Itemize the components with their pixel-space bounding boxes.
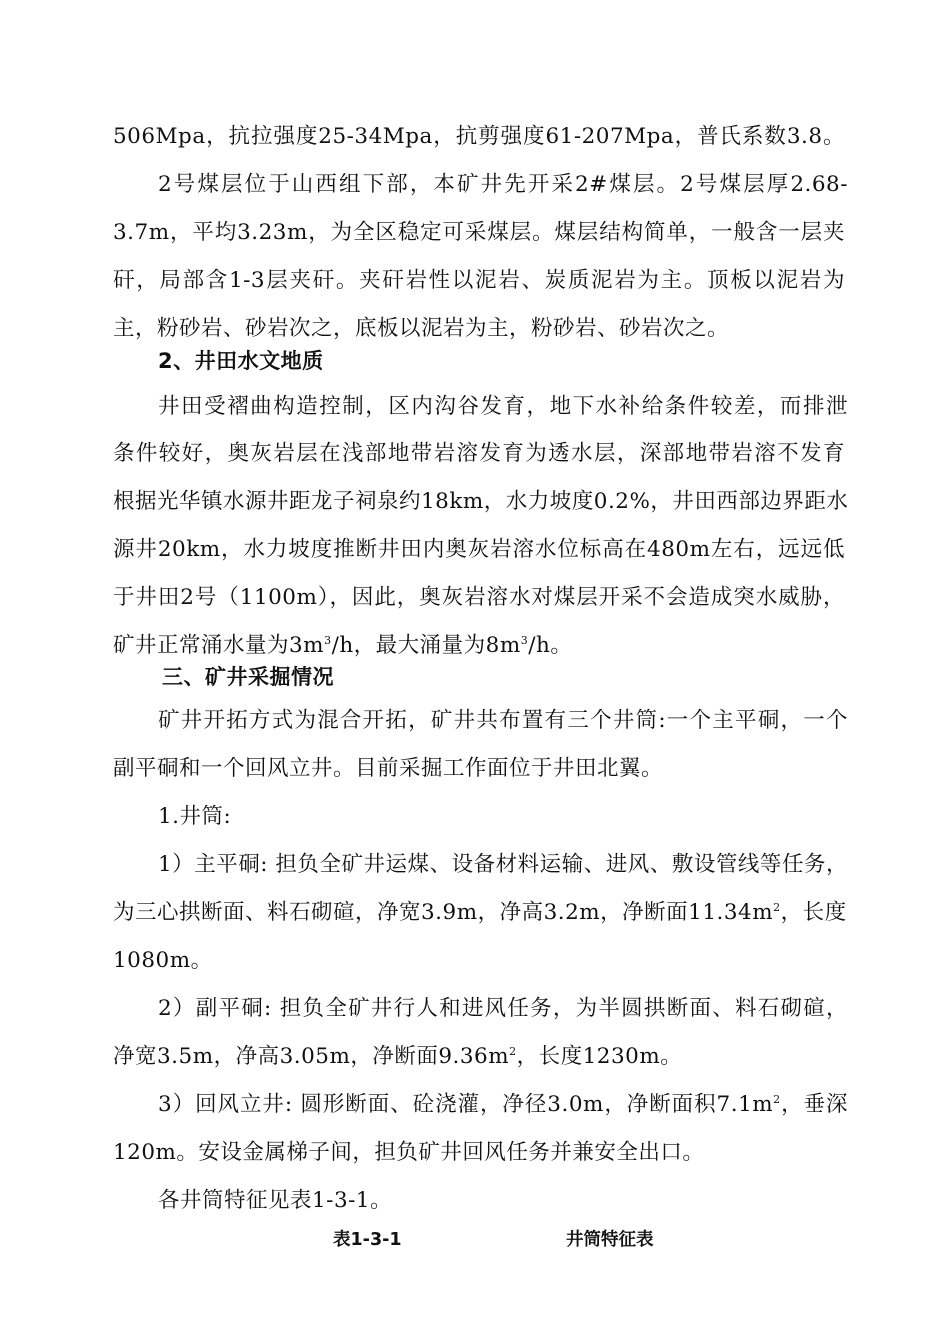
text-run: 3）回风立井: 圆形断面、砼浇灌，净径3.0m，净断面积7.1m — [158, 1092, 774, 1117]
text-run: 为三心拱断面、料石砌碹，净宽3.9m，净高3.2m，净断面11.34m — [113, 900, 774, 925]
paragraph-line: 506Mpa，抗拉强度25-34Mpa，抗剪强度61-207Mpa，普氏系数3.8。 — [113, 124, 845, 149]
paragraph-line: 矸，局部含1-3层夹矸。夹矸岩性以泥岩、炭质泥岩为主。顶板以泥岩为 — [113, 268, 845, 293]
paragraph-line: 井田受褶曲构造控制，区内沟谷发育，地下水补给条件较差，而排泄 — [158, 394, 848, 419]
paragraph-line: 根据光华镇水源井距龙子祠泉约18km，水力坡度0.2%，井田西部边界距水 — [113, 489, 849, 514]
paragraph-line: 条件较好，奥灰岩层在浅部地带岩溶发育为透水层，深部地带岩溶不发育 — [113, 441, 845, 466]
paragraph-line: 于井田2号（1100m），因此，奥灰岩溶水对煤层开采不会造成突水威胁， — [113, 585, 845, 610]
paragraph-line — [113, 631, 845, 661]
text-run: 净宽3.5m，净高3.05m，净断面9.36m — [113, 1044, 510, 1069]
paragraph-line: 2）副平硐: 担负全矿井行人和进风任务，为半圆拱断面、料石砌碹， — [158, 996, 848, 1021]
paragraph-line — [113, 1042, 845, 1072]
superscript: 2 — [773, 900, 781, 914]
text-run: /h。 — [528, 633, 573, 658]
superscript: 3 — [520, 633, 529, 647]
text-run: ，长度1230m。 — [516, 1044, 683, 1069]
superscript: 2 — [773, 1092, 781, 1106]
paragraph-line: 矿井开拓方式为混合开拓，矿井共布置有三个井筒:一个主平硐，一个 — [158, 708, 848, 733]
paragraph-line: 120m。安设金属梯子间，担负矿井回风任务并兼安全出口。 — [113, 1140, 705, 1165]
paragraph-line — [158, 1090, 848, 1120]
text-run: ，长度 — [780, 900, 847, 925]
paragraph-line: 3.7m，平均3.23m，为全区稳定可采煤层。煤层结构简单，一般含一层夹 — [113, 220, 845, 245]
paragraph-line: 1.井筒: — [158, 804, 232, 829]
paragraph-line: 副平硐和一个回风立井。目前采掘工作面位于井田北翼。 — [113, 756, 664, 781]
paragraph-line: 1080m。 — [113, 948, 213, 973]
section-heading: 2、井田水文地质 — [158, 349, 324, 373]
paragraph-line: 2号煤层位于山西组下部，本矿井先开采2#煤层。2号煤层厚2.68- — [158, 172, 848, 197]
table-caption-title: 井筒特征表 — [566, 1230, 654, 1250]
text-run: 矿井正常涌水量为3m — [113, 633, 325, 658]
section-heading: 三、矿井采掘情况 — [162, 665, 334, 689]
paragraph-line: 源井20km，水力坡度推断井田内奥灰岩溶水位标高在480m左右，远远低 — [113, 537, 845, 562]
table-caption-number: 表1-3-1 — [333, 1230, 402, 1250]
superscript: 2 — [509, 1044, 517, 1058]
paragraph-line: 主，粉砂岩、砂岩次之，底板以泥岩为主，粉砂岩、砂岩次之。 — [113, 316, 730, 341]
text-run: ，垂深 — [780, 1092, 848, 1117]
text-run: /h，最大涌量为8m — [331, 633, 521, 658]
paragraph-line — [113, 898, 845, 928]
paragraph-line: 各井筒特征见表1-3-1。 — [158, 1188, 393, 1213]
paragraph-line: 1）主平硐: 担负全矿井运煤、设备材料运输、进风、敷设管线等任务， — [158, 852, 848, 877]
superscript: 3 — [324, 633, 332, 647]
